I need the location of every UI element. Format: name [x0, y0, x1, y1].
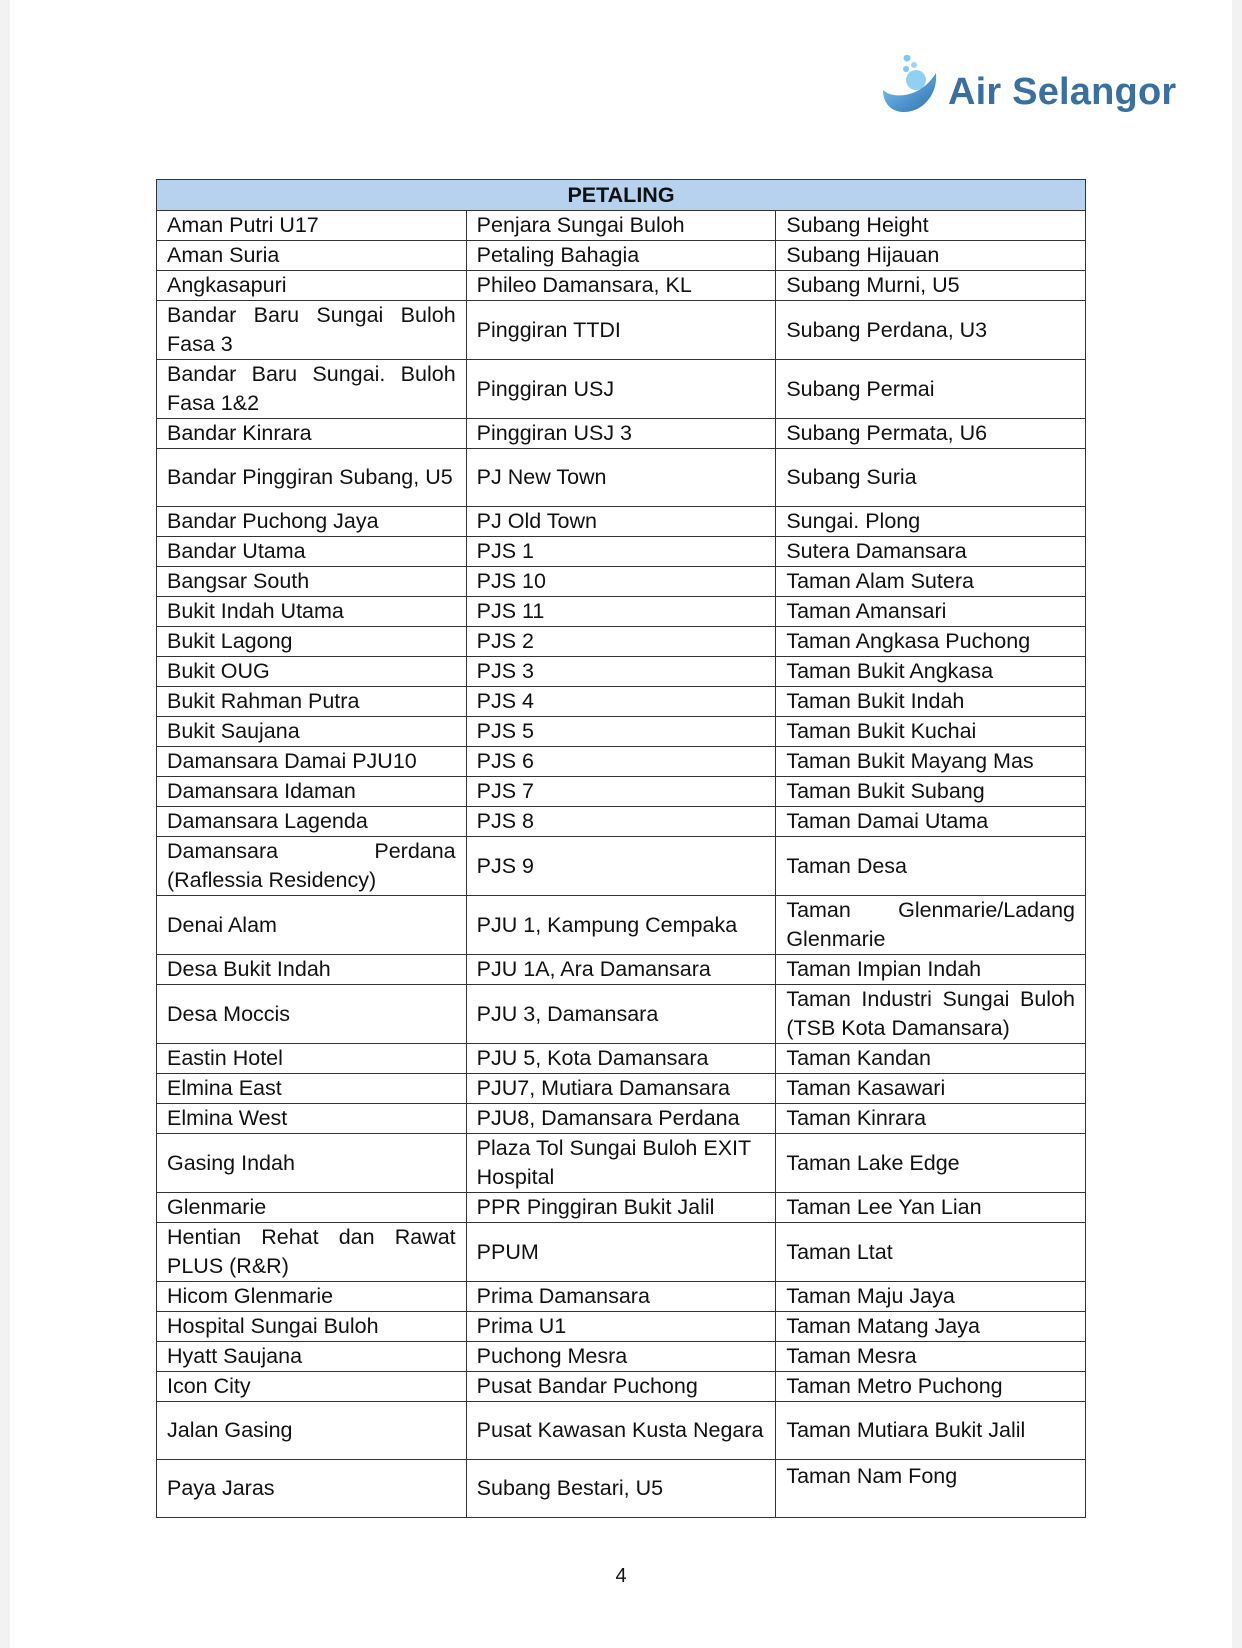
table-cell: Puchong Mesra — [466, 1342, 776, 1372]
table-cell: Penjara Sungai Buloh — [466, 211, 776, 241]
table-cell: Taman Bukit Indah — [776, 687, 1086, 717]
table-cell: Phileo Damansara, KL — [466, 271, 776, 301]
table-cell: Desa Moccis — [157, 985, 467, 1044]
table-cell: PJS 8 — [466, 807, 776, 837]
table-row — [157, 567, 1086, 597]
table-row — [157, 777, 1086, 807]
table-cell: PJU 3, Damansara — [466, 985, 776, 1044]
table-row — [157, 1342, 1086, 1372]
table-row — [157, 807, 1086, 837]
table-cell: Bandar Baru Sungai. Buloh Fasa 1&2 — [157, 360, 467, 419]
table-cell: Subang Suria — [776, 449, 1086, 507]
table-cell: Bukit Saujana — [157, 717, 467, 747]
table-cell: Elmina East — [157, 1074, 467, 1104]
table-row — [157, 241, 1086, 271]
table-row — [157, 717, 1086, 747]
table-cell: PJS 6 — [466, 747, 776, 777]
table-row — [157, 1044, 1086, 1074]
table-row — [157, 1460, 1086, 1518]
table-row — [157, 271, 1086, 301]
table-cell: Taman Industri Sungai Buloh (TSB Kota Damansara) — [776, 985, 1086, 1044]
table-row — [157, 507, 1086, 537]
table-row — [157, 419, 1086, 449]
table-cell: Prima U1 — [466, 1312, 776, 1342]
table-cell: Bukit OUG — [157, 657, 467, 687]
table-row — [157, 837, 1086, 896]
table-cell: Paya Jaras — [157, 1460, 467, 1518]
table-cell: PJ Old Town — [466, 507, 776, 537]
table-cell: Taman Mutiara Bukit Jalil — [776, 1402, 1086, 1460]
table-cell: PJS 2 — [466, 627, 776, 657]
table-cell: PJ New Town — [466, 449, 776, 507]
table-cell: Taman Bukit Mayang Mas — [776, 747, 1086, 777]
table-row — [157, 1282, 1086, 1312]
table-cell: Hentian Rehat dan Rawat PLUS (R&R) — [157, 1223, 467, 1282]
table-cell: Pusat Bandar Puchong — [466, 1372, 776, 1402]
petaling-table — [156, 179, 1086, 1518]
table-cell: Bandar Kinrara — [157, 419, 467, 449]
table-row — [157, 955, 1086, 985]
table-row — [157, 747, 1086, 777]
table-cell: Plaza Tol Sungai Buloh EXIT Hospital — [466, 1134, 776, 1193]
brand-name: Air Selangor — [948, 71, 1177, 113]
table-row — [157, 1312, 1086, 1342]
table-cell: Taman Kinrara — [776, 1104, 1086, 1134]
table-row — [157, 449, 1086, 507]
table-cell: PJU 5, Kota Damansara — [466, 1044, 776, 1074]
table-cell: Taman Damai Utama — [776, 807, 1086, 837]
table-cell: Jalan Gasing — [157, 1402, 467, 1460]
table-cell: Taman Lake Edge — [776, 1134, 1086, 1193]
table-cell: Icon City — [157, 1372, 467, 1402]
table-cell: Damansara Damai PJU10 — [157, 747, 467, 777]
table-cell: Taman Desa — [776, 837, 1086, 896]
table-cell: Taman Metro Puchong — [776, 1372, 1086, 1402]
table-cell: Subang Hijauan — [776, 241, 1086, 271]
table-cell: PJU 1, Kampung Cempaka — [466, 896, 776, 955]
table-cell: PJS 9 — [466, 837, 776, 896]
air-selangor-logo — [880, 55, 1200, 125]
table-row — [157, 1193, 1086, 1223]
table-cell: Sungai. Plong — [776, 507, 1086, 537]
table-cell: Glenmarie — [157, 1193, 467, 1223]
table-cell: Taman Alam Sutera — [776, 567, 1086, 597]
table-cell: Desa Bukit Indah — [157, 955, 467, 985]
table-row — [157, 301, 1086, 360]
document-page — [10, 0, 1232, 1648]
table-cell: Taman Kasawari — [776, 1074, 1086, 1104]
table-cell: Eastin Hotel — [157, 1044, 467, 1074]
table-cell: PJS 5 — [466, 717, 776, 747]
page-number: 4 — [615, 1565, 627, 1587]
table-cell: Hospital Sungai Buloh — [157, 1312, 467, 1342]
table-cell: Gasing Indah — [157, 1134, 467, 1193]
table-cell: PJS 4 — [466, 687, 776, 717]
table-row — [157, 537, 1086, 567]
table-cell: PJS 1 — [466, 537, 776, 567]
table-cell: Pinggiran USJ 3 — [466, 419, 776, 449]
table-row — [157, 1134, 1086, 1193]
table-cell: Subang Bestari, U5 — [466, 1460, 776, 1518]
table-cell: PPUM — [466, 1223, 776, 1282]
table-cell: Pinggiran TTDI — [466, 301, 776, 360]
table-cell: Taman Impian Indah — [776, 955, 1086, 985]
table-cell: PJU7, Mutiara Damansara — [466, 1074, 776, 1104]
table-cell: Damansara Lagenda — [157, 807, 467, 837]
table-title: PETALING — [157, 180, 1086, 211]
table-cell: Taman Ltat — [776, 1223, 1086, 1282]
table-cell: Taman Kandan — [776, 1044, 1086, 1074]
table-cell: Petaling Bahagia — [466, 241, 776, 271]
table-row — [157, 1372, 1086, 1402]
table-cell: Sutera Damansara — [776, 537, 1086, 567]
table-row — [157, 211, 1086, 241]
table-cell: Bandar Baru Sungai Buloh Fasa 3 — [157, 301, 467, 360]
table-cell: Aman Suria — [157, 241, 467, 271]
table-cell: Taman Bukit Kuchai — [776, 717, 1086, 747]
table-cell: Aman Putri U17 — [157, 211, 467, 241]
table-cell: Taman Bukit Subang — [776, 777, 1086, 807]
table-cell: Bukit Lagong — [157, 627, 467, 657]
table-cell: Bangsar South — [157, 567, 467, 597]
table-cell: Taman Mesra — [776, 1342, 1086, 1372]
table-row — [157, 1074, 1086, 1104]
table-cell: PJS 11 — [466, 597, 776, 627]
table-cell: Pinggiran USJ — [466, 360, 776, 419]
table-cell: Subang Height — [776, 211, 1086, 241]
table-row — [157, 597, 1086, 627]
table-cell: Bandar Utama — [157, 537, 467, 567]
table-row — [157, 896, 1086, 955]
table-cell: PJU8, Damansara Perdana — [466, 1104, 776, 1134]
table-cell: Pusat Kawasan Kusta Negara — [466, 1402, 776, 1460]
table-cell: Bandar Puchong Jaya — [157, 507, 467, 537]
table-cell: Damansara Perdana (Raflessia Residency) — [157, 837, 467, 896]
table-cell: Taman Angkasa Puchong — [776, 627, 1086, 657]
table-body — [157, 211, 1086, 1518]
table-row — [157, 985, 1086, 1044]
table-cell: Taman Amansari — [776, 597, 1086, 627]
table-cell: Prima Damansara — [466, 1282, 776, 1312]
table-cell: Hyatt Saujana — [157, 1342, 467, 1372]
table-cell: Subang Permai — [776, 360, 1086, 419]
table-cell: Taman Lee Yan Lian — [776, 1193, 1086, 1223]
table-cell: PJS 3 — [466, 657, 776, 687]
table-cell: Taman Glenmarie/Ladang Glenmarie — [776, 896, 1086, 955]
table-cell: Damansara Idaman — [157, 777, 467, 807]
table-cell: Hicom Glenmarie — [157, 1282, 467, 1312]
table-row — [157, 627, 1086, 657]
table-row — [157, 1223, 1086, 1282]
table-cell: Elmina West — [157, 1104, 467, 1134]
table-row — [157, 1402, 1086, 1460]
table-cell: Denai Alam — [157, 896, 467, 955]
water-drop-icon — [880, 55, 950, 125]
table-cell: Taman Matang Jaya — [776, 1312, 1086, 1342]
table-row — [157, 687, 1086, 717]
table-cell: Subang Perdana, U3 — [776, 301, 1086, 360]
table-cell: Subang Permata, U6 — [776, 419, 1086, 449]
table-cell: Taman Maju Jaya — [776, 1282, 1086, 1312]
table-cell: PJU 1A, Ara Damansara — [466, 955, 776, 985]
table-cell: Taman Bukit Angkasa — [776, 657, 1086, 687]
table-cell: Subang Murni, U5 — [776, 271, 1086, 301]
table-cell: Bukit Indah Utama — [157, 597, 467, 627]
table-cell: PPR Pinggiran Bukit Jalil — [466, 1193, 776, 1223]
table-row — [157, 1104, 1086, 1134]
table-cell: Angkasapuri — [157, 271, 467, 301]
table-row — [157, 360, 1086, 419]
table-cell: Bandar Pinggiran Subang, U5 — [157, 449, 467, 507]
table-cell: Bukit Rahman Putra — [157, 687, 467, 717]
table-cell: Taman Nam Fong — [776, 1460, 1086, 1518]
table-cell: PJS 10 — [466, 567, 776, 597]
table-cell: PJS 7 — [466, 777, 776, 807]
table-row — [157, 657, 1086, 687]
table-header-row — [157, 180, 1086, 211]
